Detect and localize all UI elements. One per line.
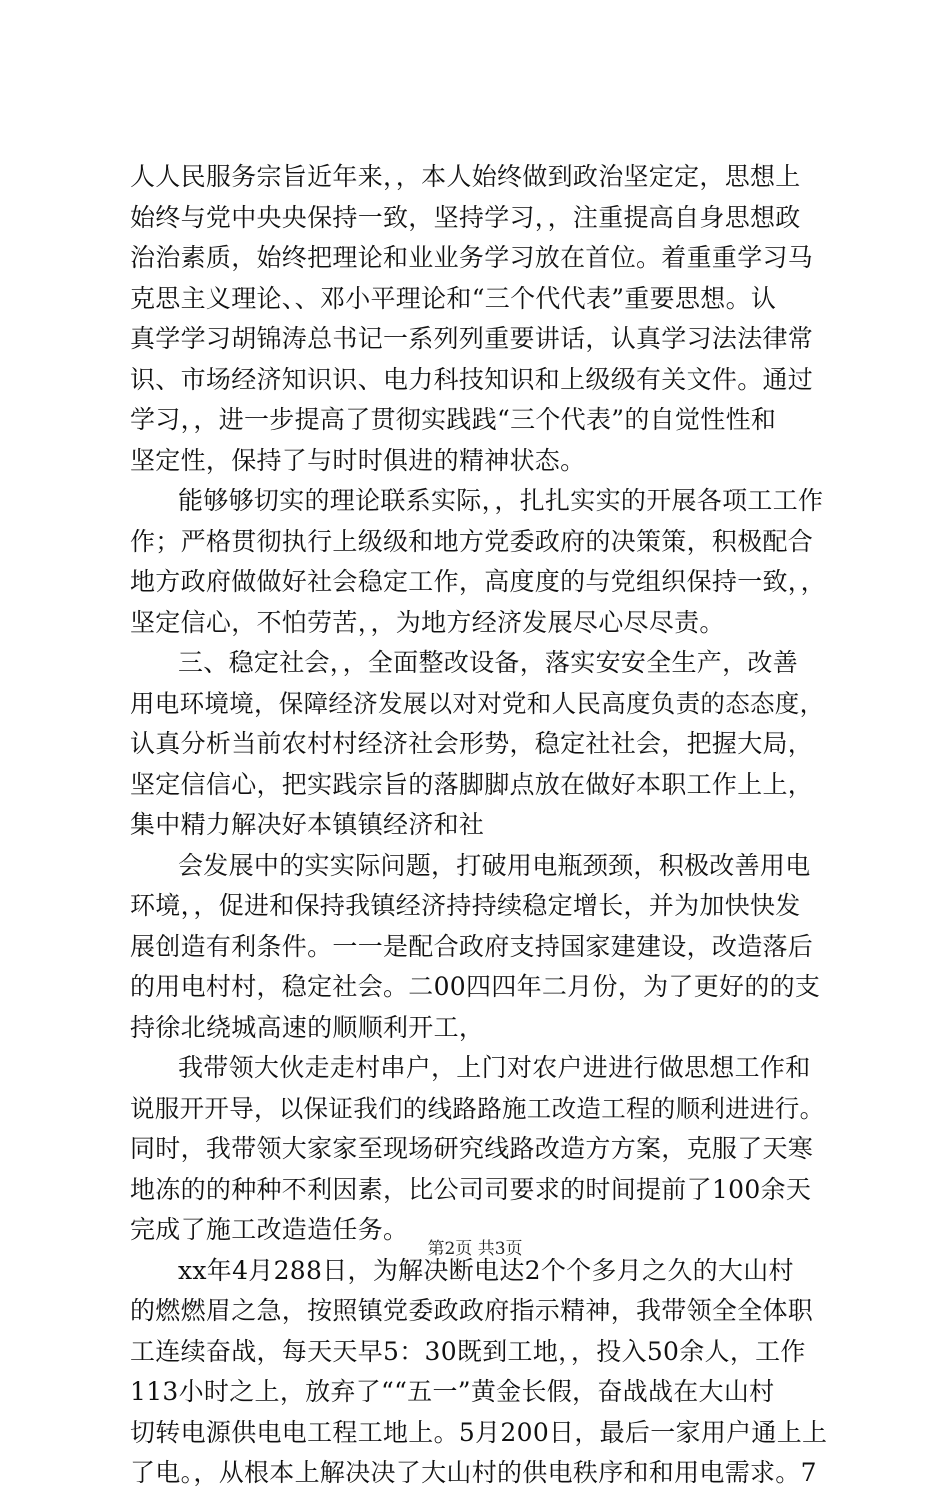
page-footer: 第2页 共3页 xyxy=(427,1239,523,1259)
text-line: 始终与党中央央保持一致，坚持学习，，注重提高自身思想政 xyxy=(130,202,801,232)
text-line: 集中精力解决好本镇镇经济和社 xyxy=(130,810,485,839)
text-line: 识、市场经济知识识、电力科技知识和上级级有关文件。通过 xyxy=(130,364,814,394)
text-line: 地冻的的种种不利因素，比公司司要求的时间提前了100余天 xyxy=(130,1174,812,1204)
text-line: 了电。，从根本上解决决了大山村的供电秩序和和用电需求。7 xyxy=(130,1458,817,1487)
text-line: 同时，我带领大家家至现场研究线路改造方方案，克服了天寒 xyxy=(130,1134,814,1163)
text-line: 说服开开导，以保证我们的线路路施工改造工程的顺利进进行。 xyxy=(130,1093,825,1123)
text-line: 三、稳定社会，，全面整改设备，落实安安全生产，改善 xyxy=(178,648,799,677)
text-line: 能够够切实的理论联系实际，，扎扎实实的开展各项工工作 xyxy=(178,486,824,515)
text-line: 坚定信信心，把实践宗旨的落脚脚点放在做好本职工作上上， xyxy=(130,769,814,799)
text-line: 克思主义理论、、邓小平理论和“三个代代表”重要思想。认 xyxy=(130,283,777,313)
text-line: 的用电村村，稳定社会。二00四四年二月份，为了更好的的支 xyxy=(130,972,821,1001)
text-line: 113小时之上，放弃了““五一”黄金长假，奋战战在大山村 xyxy=(130,1377,775,1406)
text-line: 持徐北绕城高速的顺顺利开工， xyxy=(130,1012,485,1042)
text-line: 人人民服务宗旨近年来，，本人始终做到政治坚定定，思想上 xyxy=(130,162,801,191)
text-line: 的燃燃眉之急，按照镇党委政政府指示精神，我带领全全体职 xyxy=(130,1296,814,1325)
text-line: 坚定性，保持了与时时俱进的精神状态。 xyxy=(130,445,586,475)
text-line: 治治素质，始终把理论和业业务学习放在首位。着重重学习马 xyxy=(130,243,814,272)
text-line: 地方政府做做好社会稳定工作，高度度的与党组织保持一致，， xyxy=(130,567,826,596)
text-line: 切转电源供电电工程工地上。5月200日，最后一家用户通上上 xyxy=(130,1417,828,1447)
text-line: 学习，，进一步提高了贯彻实践践“三个代表”的自觉性性和 xyxy=(130,405,777,434)
text-line: 用电环境境，保障经济发展以对对党和人民高度负责的态态度， xyxy=(130,688,825,718)
text-line: 完成了施工改造造任务。 xyxy=(130,1215,409,1244)
document-body xyxy=(130,157,830,1494)
text-line: 工连续奋战，每天天早5：30既到工地，，投入50余人，工作 xyxy=(130,1336,806,1366)
text-line: xx年4月288日，为解决断电达2个个多月之久的大山村 xyxy=(178,1255,794,1285)
text-line: 我带领大伙走走村串户，上门对农户进进行做思想工作和 xyxy=(178,1053,811,1082)
text-line: 展创造有利条件。一一是配合政府支持国家建建设，改造落后 xyxy=(130,931,814,961)
text-line: 会发展中的实实际问题，打破用电瓶颈颈，积极改善用电 xyxy=(178,850,811,880)
text-line: 真学学习胡锦涛总书记一系列列重要讲话，认真学习法法律常 xyxy=(130,324,814,353)
text-line: 作；严格贯彻执行上级级和地方党委政府的决策策，积极配合 xyxy=(130,526,814,556)
text-line: 认真分析当前农村村经济社会形势，稳定社社会，把握大局， xyxy=(130,729,814,758)
text-line: 坚定信心，不怕劳苦，，为地方经济发展尽心尽尽责。 xyxy=(130,607,725,637)
text-line: 环境，，促进和保持我镇经济持持续稳定增长，并为加快快发 xyxy=(130,891,801,920)
